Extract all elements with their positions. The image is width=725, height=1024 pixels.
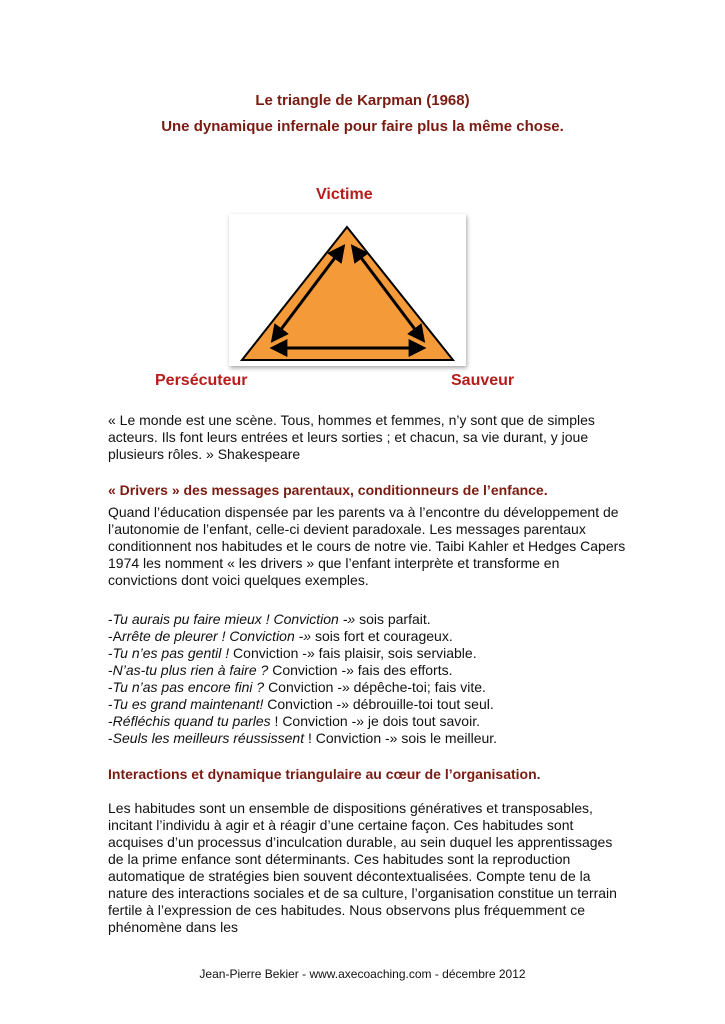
drivers-list [108, 611, 628, 747]
label-sauveur: Sauveur [451, 372, 515, 389]
list-item: -Tu n’es pas gentil ! Conviction -» fais plaisir, sois serviable. [108, 645, 477, 661]
page-title: Le triangle de Karpman (1968) [255, 92, 470, 109]
page-footer: Jean-Pierre Bekier - www.axecoaching.com - décembre 2012 [199, 967, 526, 981]
karpman-triangle-diagram [229, 214, 466, 366]
drivers-paragraph: Quand l’éducation dispensée par les parents va à l’encontre du développement de l’autonomie de l’enfant, celle-ci devient paradoxale. Les messages parentaux conditionnent nos habitudes et le cours de notre vie. Taibi Kahler et Hedges Capers 1974 les nomment « les drivers » que l’enfant interprète et transforme en convictions dont voici quelques exemples. [108, 504, 626, 588]
list-item: -N’as-tu plus rien à faire ? Conviction -» fais des efforts. [108, 662, 453, 678]
page-subtitle: Une dynamique infernale pour faire plus la même chose. [161, 118, 564, 135]
list-item: -Tu es grand maintenant! Conviction -» débrouille-toi tout seul. [108, 696, 494, 712]
list-item: -Réfléchis quand tu parles ! Conviction -» je dois tout savoir. [108, 713, 480, 729]
list-item: -Tu aurais pu faire mieux ! Conviction -» sois parfait. [108, 611, 431, 627]
label-persecuteur: Persécuteur [155, 372, 248, 389]
list-item: -Arrête de pleurer ! Conviction -» sois fort et courageux. [108, 628, 453, 644]
shakespeare-quote: « Le monde est une scène. Tous, hommes et femmes, n’y sont que de simples acteurs. Ils font leurs entrées et leurs sorties ; et chacun, sa vie durant, y joue plusieurs rôles. » Shakespeare [108, 412, 595, 462]
interactions-heading: Interactions et dynamique triangulaire au cœur de l’organisation. [108, 766, 541, 782]
list-item: -Tu n’as pas encore fini ? Conviction -» dépêche-toi; fais vite. [108, 679, 486, 695]
drivers-heading: « Drivers » des messages parentaux, conditionneurs de l’enfance. [108, 482, 548, 498]
interactions-paragraph: Les habitudes sont un ensemble de dispositions génératives et transposables, incitant l’individu à agir et à réagir d’une certaine façon. Ces habitudes sont acquises d’un processus d’inculcation durable, au sein duquel les apprentissages de la prime enfance sont déterminants. Ces habitudes sont la reproduction automatique de stratégies bien souvent décontextualisées. Compte tenu de la nature des interactions sociales et de sa culture, l’organisation constitue un terrain fertile à l’expression de ces habitudes. Nous observons plus fréquemment ce phénomène dans les [108, 800, 617, 935]
triangle-svg [229, 214, 466, 366]
list-item: -Seuls les meilleurs réussissent ! Conviction -» sois le meilleur. [108, 730, 498, 746]
label-victime: Victime [316, 186, 373, 203]
